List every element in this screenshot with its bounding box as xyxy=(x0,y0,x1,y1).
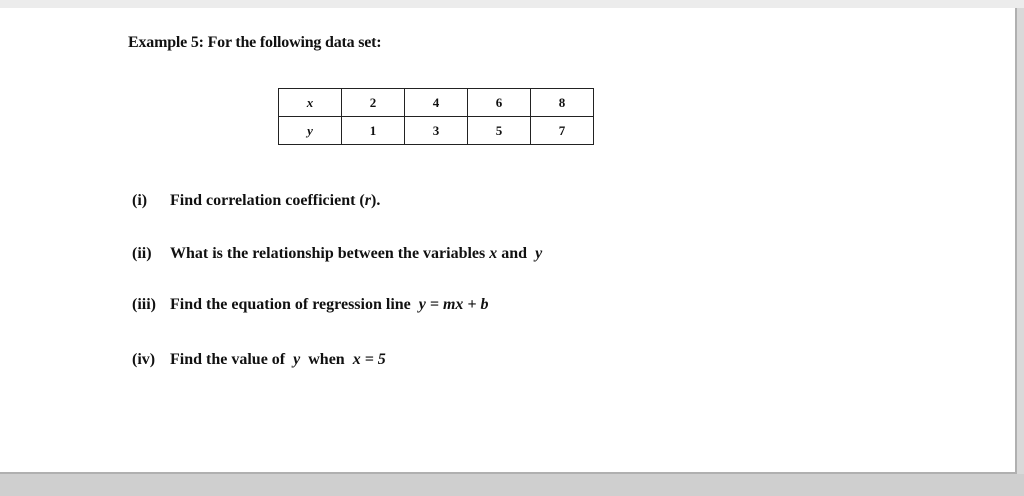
question-text: ). xyxy=(371,192,381,209)
question-text: Find correlation coefficient ( xyxy=(170,192,365,209)
table-cell: 5 xyxy=(468,117,531,145)
table-cell: 2 xyxy=(342,89,405,117)
question-number: (iii) xyxy=(132,296,156,313)
page-title: Example 5: For the following data set: xyxy=(128,34,382,51)
math-symbol: r xyxy=(364,192,371,209)
math-equation: y = mx + b xyxy=(418,296,489,313)
table-cell: y xyxy=(279,117,342,145)
table-cell: 8 xyxy=(531,89,594,117)
document-page xyxy=(0,8,1017,474)
question-4 xyxy=(132,351,386,369)
table-cell: x xyxy=(279,89,342,117)
data-table xyxy=(278,88,594,145)
question-number: (iv) xyxy=(132,351,156,368)
math-symbol: y xyxy=(293,351,301,368)
table-row xyxy=(279,117,594,145)
table-cell: 4 xyxy=(405,89,468,117)
question-2 xyxy=(132,245,542,263)
window-top-bar xyxy=(0,0,1024,8)
table-cell: 6 xyxy=(468,89,531,117)
table-cell: 1 xyxy=(342,117,405,145)
question-text: when xyxy=(300,351,353,368)
window-bottom-bar xyxy=(0,474,1024,496)
question-number: (ii) xyxy=(132,245,152,262)
math-symbol: x xyxy=(489,245,498,262)
question-text: and xyxy=(497,245,536,262)
question-number: (i) xyxy=(132,192,148,209)
question-text: Find the equation of regression line xyxy=(170,296,419,313)
table-cell: 7 xyxy=(531,117,594,145)
question-text: What is the relationship between the variables xyxy=(170,245,490,262)
question-3 xyxy=(132,296,489,314)
question-1 xyxy=(132,192,380,210)
question-text: Find the value of xyxy=(170,351,294,368)
table-cell: 3 xyxy=(405,117,468,145)
math-equation: x = 5 xyxy=(352,351,386,368)
table-row xyxy=(279,89,594,117)
math-symbol: y xyxy=(535,245,543,262)
